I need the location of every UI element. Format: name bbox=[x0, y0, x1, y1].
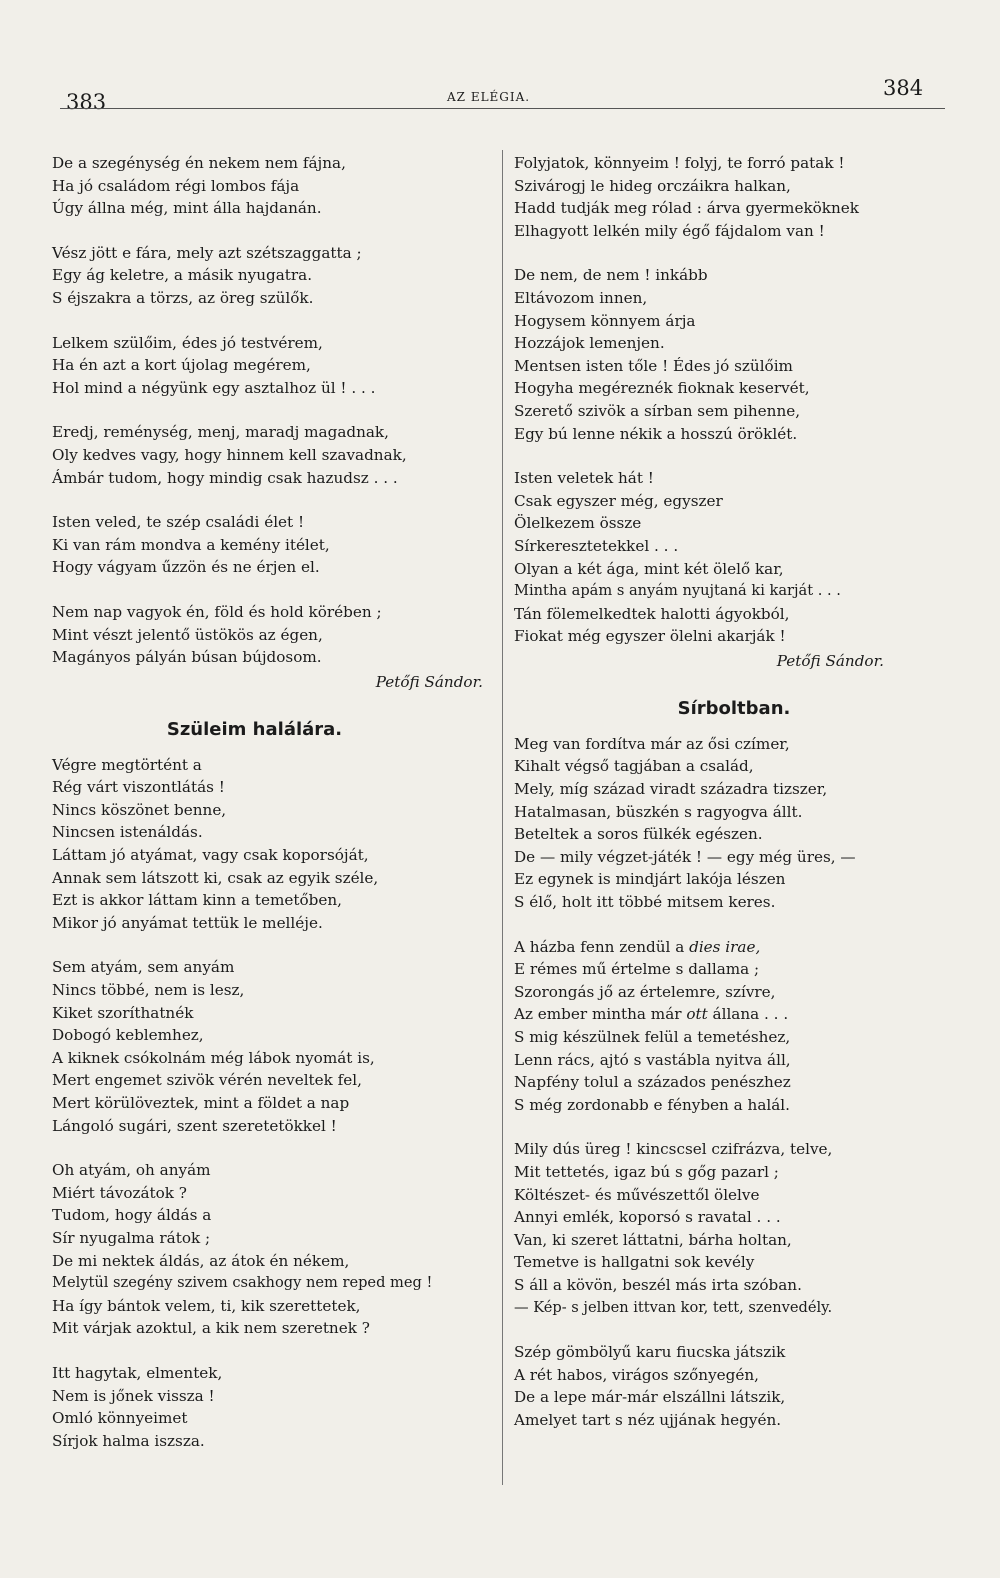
verse-line bbox=[514, 936, 954, 959]
verse-line: Mit várjak azoktul, a kik nem szeretnek ? bbox=[52, 1319, 370, 1338]
verse-line: Itt hagytak, elmentek, bbox=[52, 1363, 223, 1382]
stanza bbox=[52, 511, 497, 579]
column-divider bbox=[502, 150, 503, 1485]
stanza bbox=[52, 754, 497, 935]
poem-title: Szüleim halálára. bbox=[166, 718, 343, 740]
verse-text: A házba fenn zendül a bbox=[514, 937, 690, 956]
verse-line: Isten veletek hát ! bbox=[514, 469, 654, 488]
verse-line: Kihalt végső tagjában a család, bbox=[514, 757, 754, 776]
verse-line: Mert engemet szivök vérén neveltek fel, bbox=[52, 1071, 362, 1090]
verse-line: Sírkeresztetekkel . . . bbox=[514, 536, 679, 555]
verse-line: Úgy állna még, mint álla hajdanán. bbox=[52, 199, 322, 218]
verse-line: Tudom, hogy áldás a bbox=[52, 1206, 212, 1225]
verse-line: Mert körülöveztek, mint a földet a nap bbox=[52, 1094, 350, 1112]
verse-line: Sírjok halma iszsza. bbox=[52, 1431, 205, 1450]
verse-line: Mintha apám s anyám nyujtaná ki karját . . . bbox=[514, 582, 841, 600]
poem-2-continued bbox=[514, 152, 954, 672]
verse-line: — Kép- s jelben ittvan kor, tett, szenvedély. bbox=[514, 1298, 833, 1316]
verse-line: E rémes mű értelme s dallama ; bbox=[514, 960, 760, 979]
verse-line: Ez egynek is mindjárt lakója lészen bbox=[514, 870, 786, 889]
verse-line: Folyjatok, könnyeim ! folyj, te forró patak ! bbox=[514, 154, 845, 172]
verse-line: Vész jött e fára, mely azt szétszaggatta ; bbox=[52, 243, 362, 262]
verse-line: Isten veled, te szép családi élet ! bbox=[52, 513, 305, 532]
verse-line: Hogysem könnyem árja bbox=[514, 311, 696, 330]
verse-line: Lelkem szülőim, édes jó testvérem, bbox=[52, 333, 323, 352]
stanza bbox=[514, 733, 954, 914]
verse-line: Eredj, reménység, menj, maradj magadnak, bbox=[52, 423, 389, 442]
verse-line: Ki van rám mondva a kemény itélet, bbox=[52, 535, 330, 554]
stanza bbox=[52, 601, 497, 669]
verse-line: S még zordonabb e fényben a halál. bbox=[514, 1095, 790, 1114]
verse-line: Ezt is akkor láttam kinn a temetőben, bbox=[52, 891, 342, 910]
verse-line: Tán fölemelkedtek halotti ágyokból, bbox=[514, 604, 790, 623]
verse-line: Szivárogj le hideg orczáikra halkan, bbox=[514, 176, 791, 195]
verse-line: De a lepe már-már elszállni látszik, bbox=[514, 1388, 786, 1407]
verse-line: Mily dús üreg ! kincscsel czifrázva, telve, bbox=[514, 1140, 833, 1159]
verse-line bbox=[514, 1003, 954, 1026]
verse-line: Ámbár tudom, hogy mindig csak hazudsz . . . bbox=[52, 468, 398, 487]
verse-line: Mentsen isten tőle ! Édes jó szülőim bbox=[514, 356, 793, 375]
verse-line: S élő, holt itt többé mitsem keres. bbox=[514, 893, 776, 912]
stanza bbox=[514, 936, 954, 1117]
verse-line: Egy bú lenne nékik a hosszú öröklét. bbox=[514, 424, 798, 443]
verse-line: De nem, de nem ! inkább bbox=[514, 266, 708, 285]
verse-line: Napfény tolul a százados penészhez bbox=[514, 1073, 791, 1092]
verse-line: S mig készülnek felül a temetéshez, bbox=[514, 1028, 791, 1046]
verse-line: Nincs többé, nem is lesz, bbox=[52, 981, 245, 1000]
stanza bbox=[52, 1362, 497, 1452]
verse-line: Mint vészt jelentő üstökös az égen, bbox=[52, 625, 323, 644]
verse-line: Sem atyám, sem anyám bbox=[52, 958, 235, 977]
verse-line: Hozzájok lemenjen. bbox=[514, 334, 665, 353]
emphasized-word: ott bbox=[686, 1005, 708, 1024]
verse-line: Van, ki szeret láttatni, bárha holtan, bbox=[514, 1230, 792, 1249]
verse-line: Annak sem látszott ki, csak az egyik széle, bbox=[52, 868, 379, 887]
verse-line: Egy ág keletre, a másik nyugatra. bbox=[52, 266, 313, 285]
stanza bbox=[52, 1159, 497, 1340]
author-signature: Petőfi Sándor. bbox=[375, 672, 483, 691]
verse-line: Melytül szegény szivem csakhogy nem reped meg ! bbox=[52, 1274, 433, 1292]
verse-line: Amelyet tart s néz ujjának hegyén. bbox=[514, 1410, 782, 1429]
verse-line: S áll a kövön, beszél más irta szóban. bbox=[514, 1275, 802, 1294]
verse-line: Lenn rács, ajtó s vastábla nyitva áll, bbox=[514, 1050, 791, 1069]
stanza bbox=[52, 152, 497, 220]
verse-line: Mely, míg század viradt századra tizszer, bbox=[514, 780, 828, 799]
verse-line: Sír nyugalma rátok ; bbox=[52, 1228, 211, 1247]
running-title: AZ ELÉGIA. bbox=[447, 90, 531, 104]
verse-line: Olyan a két ága, mint két ölelő kar, bbox=[514, 559, 784, 578]
poem-3 bbox=[514, 698, 954, 1432]
verse-line: De mi nektek áldás, az átok én nékem, bbox=[52, 1251, 350, 1270]
stanza bbox=[514, 1341, 954, 1431]
verse-line: Temetve is hallgatni sok kevély bbox=[514, 1253, 755, 1272]
poem-2 bbox=[52, 719, 497, 1453]
verse-line: A kiknek csókolnám még lábok nyomát is, bbox=[52, 1048, 375, 1067]
verse-line: De — mily végzet-játék ! — egy még üres, — bbox=[514, 847, 856, 866]
stanza bbox=[52, 421, 497, 489]
poem-title: Sírboltban. bbox=[677, 697, 791, 719]
verse-line: S éjszakra a törzs, az öreg szülők. bbox=[52, 288, 314, 307]
author-signature: Petőfi Sándor. bbox=[776, 651, 884, 670]
verse-text: állana . . . bbox=[707, 1005, 789, 1024]
verse-line: Nem is jőnek vissza ! bbox=[52, 1386, 215, 1405]
page-header bbox=[0, 0, 1000, 120]
verse-line: Hol mind a négyünk egy asztalhoz ül ! . . . bbox=[52, 378, 376, 397]
verse-line: Csak egyszer még, egyszer bbox=[514, 491, 723, 510]
verse-line: Fiokat még egyszer ölelni akarják ! bbox=[514, 627, 786, 646]
verse-line: Ölelkezem össze bbox=[514, 514, 642, 533]
stanza bbox=[514, 467, 954, 648]
verse-line: Lángoló sugári, szent szeretetökkel ! bbox=[52, 1116, 337, 1135]
verse-line: Beteltek a soros fülkék egészen. bbox=[514, 825, 763, 844]
stanza bbox=[52, 242, 497, 310]
stanza bbox=[52, 332, 497, 400]
verse-line: Nem nap vagyok én, föld és hold körében ; bbox=[52, 602, 382, 621]
verse-line: Magányos pályán búsan bújdosom. bbox=[52, 648, 322, 667]
verse-line: Oh atyám, oh anyám bbox=[52, 1161, 211, 1180]
poem-1 bbox=[52, 152, 497, 693]
right-column bbox=[514, 152, 954, 1454]
verse-text: Az ember mintha már bbox=[514, 1005, 687, 1024]
left-column bbox=[52, 152, 497, 1474]
verse-line: Oly kedves vagy, hogy hinnem kell szavadnak, bbox=[52, 445, 407, 464]
verse-line: Kiket szoríthatnék bbox=[52, 1003, 194, 1022]
verse-line: Végre megtörtént a bbox=[52, 755, 202, 774]
stanza bbox=[52, 956, 497, 1137]
verse-line: Omló könnyeimet bbox=[52, 1409, 188, 1428]
verse-line: Eltávozom innen, bbox=[514, 288, 648, 307]
verse-line: Rég várt viszontlátás ! bbox=[52, 778, 225, 797]
verse-line: Hogyha megéreznék fioknak keservét, bbox=[514, 379, 810, 398]
verse-line: A rét habos, virágos szőnyegén, bbox=[514, 1365, 759, 1384]
latin-phrase: dies irae, bbox=[689, 937, 761, 956]
verse-line: Nincs köszönet benne, bbox=[52, 800, 227, 819]
verse-line: Ha én azt a kort újolag megérem, bbox=[52, 356, 311, 375]
stanza bbox=[514, 152, 954, 242]
verse-line: Elhagyott lelkén mily égő fájdalom van ! bbox=[514, 221, 825, 240]
verse-line: Láttam jó atyámat, vagy csak koporsóját, bbox=[52, 846, 369, 865]
verse-line: Mit tettetés, igaz bú s gőg pazarl ; bbox=[514, 1162, 779, 1181]
verse-line: Miért távozátok ? bbox=[52, 1183, 187, 1202]
verse-line: Szerető szivök a sírban sem pihenne, bbox=[514, 401, 801, 420]
page-number-left: 383 bbox=[66, 90, 107, 114]
header-rule bbox=[60, 108, 945, 109]
verse-line: Ha jó családom régi lombos fája bbox=[52, 176, 300, 195]
page-number-right: 384 bbox=[883, 76, 924, 100]
verse-line: Szép gömbölyű karu fiucska játszik bbox=[514, 1343, 786, 1362]
verse-line: Meg van fordítva már az ősi czímer, bbox=[514, 734, 790, 753]
verse-line: Hatalmasan, büszkén s ragyogva állt. bbox=[514, 802, 803, 821]
verse-line: Szorongás jő az értelemre, szívre, bbox=[514, 982, 776, 1001]
verse-line: Hogy vágyam űzzön és ne érjen el. bbox=[52, 558, 320, 577]
verse-line: Mikor jó anyámat tettük le melléje. bbox=[52, 913, 323, 932]
verse-line: Költészet- és művészettől ölelve bbox=[514, 1185, 760, 1204]
verse-line: Hadd tudják meg rólad : árva gyermeköknek bbox=[514, 199, 859, 218]
verse-line: Annyi emlék, koporsó s ravatal . . . bbox=[514, 1208, 781, 1227]
verse-line: Ha így bántok velem, ti, kik szerettetek, bbox=[52, 1296, 361, 1315]
stanza bbox=[514, 1138, 954, 1319]
verse-line: De a szegénység én nekem nem fájna, bbox=[52, 154, 346, 172]
verse-line: Dobogó keblemhez, bbox=[52, 1026, 204, 1045]
verse-line: Nincsen istenáldás. bbox=[52, 823, 203, 842]
stanza bbox=[514, 264, 954, 445]
